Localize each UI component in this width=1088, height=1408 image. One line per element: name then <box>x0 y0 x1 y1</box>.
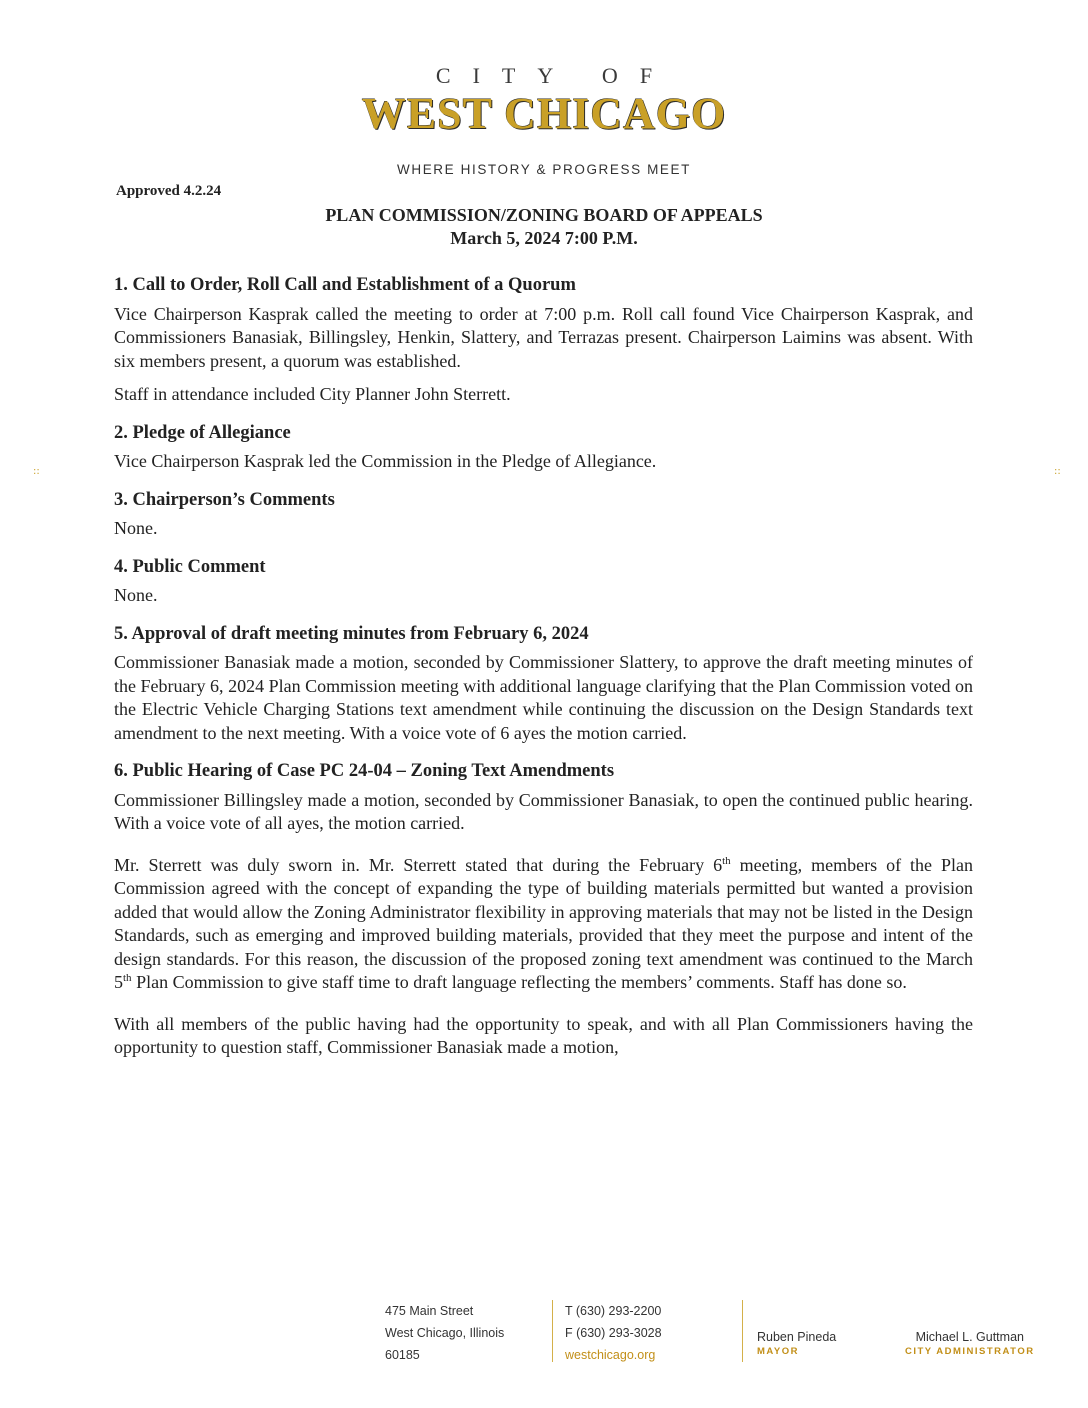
administrator-name: Michael L. Guttman <box>915 1330 1024 1344</box>
footer-mayor <box>757 1329 836 1359</box>
footer-address <box>385 1300 504 1366</box>
section-public-comment <box>114 556 973 608</box>
right-margin-mark: :: <box>1054 466 1061 477</box>
footer <box>0 1300 1088 1380</box>
section-heading: 4. Public Comment <box>114 556 266 577</box>
superscript: th <box>123 972 132 984</box>
paragraph: With all members of the public having had the opportunity to speak, and with all Plan Commissioners having the opportunity to question staff, Commissioner Banasiak made a motion, <box>114 1013 973 1057</box>
administrator-title: CITY ADMINISTRATOR <box>905 1346 1035 1357</box>
paragraph <box>114 854 973 995</box>
paragraph: Commissioner Billingsley made a motion, seconded by Commissioner Banasiak, to open the continued public hearing. With a voice vote of all ayes, the motion carried. <box>114 789 973 833</box>
paragraph: Commissioner Banasiak made a motion, seconded by Commissioner Slattery, to approve the draft meeting minutes of the February 6, 2024 Plan Commission meeting with additional language clarifying that the Plan Commission voted on the Electric Vehicle Charging Stations text amendment while continuing the discussion on the Design Standards text amendment to the next meeting. With a voice vote of 6 ayes the motion carried. <box>114 652 973 743</box>
fax-number: F (630) 293-3028 <box>565 1326 662 1340</box>
section-heading: 2. Pledge of Allegiance <box>114 422 291 443</box>
left-margin-mark: :: <box>33 466 40 477</box>
tagline: WHERE HISTORY & PROGRESS MEET <box>397 162 691 177</box>
title-line-1: PLAN COMMISSION/ZONING BOARD OF APPEALS <box>325 205 763 225</box>
text-run: Mr. Sterrett was duly sworn in. Mr. Sterrett stated that during the February 6 <box>114 854 723 875</box>
section-heading: 5. Approval of draft meeting minutes from February 6, 2024 <box>114 623 589 644</box>
section-heading: 1. Call to Order, Roll Call and Establishment of a Quorum <box>114 275 576 295</box>
paragraph: Vice Chairperson Kasprak led the Commission in the Pledge of Allegiance. <box>114 451 657 471</box>
footer-divider <box>552 1300 553 1362</box>
paragraph: None. <box>114 585 158 605</box>
document-title <box>0 204 1088 250</box>
mayor-name: Ruben Pineda <box>757 1330 837 1344</box>
section-public-hearing <box>114 760 973 1060</box>
letterhead <box>0 64 1088 177</box>
paragraph: Vice Chairperson Kasprak called the meeting to order at 7:00 p.m. Roll call found Vice Chairperson Kasprak, and Commissioners Banasiak, Billingsley, Henkin, Slattery, and Terrazas present. Chairperson Laimins was absent. With six members present, a quorum was established. <box>114 303 973 371</box>
text-run: Plan Commission to give staff time to draft language reflecting the members’ comments. Staff has done so. <box>131 972 907 992</box>
superscript: th <box>722 854 731 867</box>
mayor-title: MAYOR <box>757 1346 799 1357</box>
section-approval-minutes <box>114 623 973 746</box>
text-run: meeting, members of the Plan Commission agreed with the concept of expanding the type of building materials permitted but wanted a provision added that would allow the Zoning Administrator flexibility in approving materials that may not be listed in the Design Standards, such as emerging and improved building materials, provided that they meet the purpose and intent of the design standards. For this reason, the discussion of the proposed zoning text amendment was continued to the March 5 <box>114 854 974 992</box>
logo-city-name: WEST CHICAGO <box>361 89 727 138</box>
minutes-body <box>114 274 973 1075</box>
section-chairperson-comments <box>114 489 973 541</box>
title-line-2: March 5, 2024 7:00 P.M. <box>450 228 638 248</box>
paragraph: Staff in attendance included City Planner John Sterrett. <box>114 384 511 404</box>
paragraph: None. <box>114 518 158 538</box>
section-call-to-order <box>114 274 973 407</box>
section-heading: 6. Public Hearing of Case PC 24-04 – Zoning Text Amendments <box>114 761 615 781</box>
footer-contact <box>565 1300 662 1366</box>
section-heading: 3. Chairperson’s Comments <box>114 489 335 510</box>
website-link[interactable]: westchicago.org <box>565 1348 656 1362</box>
address-line-1: 475 Main Street <box>385 1304 474 1318</box>
footer-divider <box>742 1300 743 1362</box>
section-pledge <box>114 422 973 474</box>
footer-administrator <box>905 1329 1035 1359</box>
approved-stamp: Approved 4.2.24 <box>116 183 222 199</box>
phone-number: T (630) 293-2200 <box>565 1304 662 1318</box>
logo-city-of: CITY OF <box>435 63 675 88</box>
address-zip: 60185 <box>385 1348 420 1362</box>
address-line-2: West Chicago, Illinois <box>385 1326 505 1340</box>
